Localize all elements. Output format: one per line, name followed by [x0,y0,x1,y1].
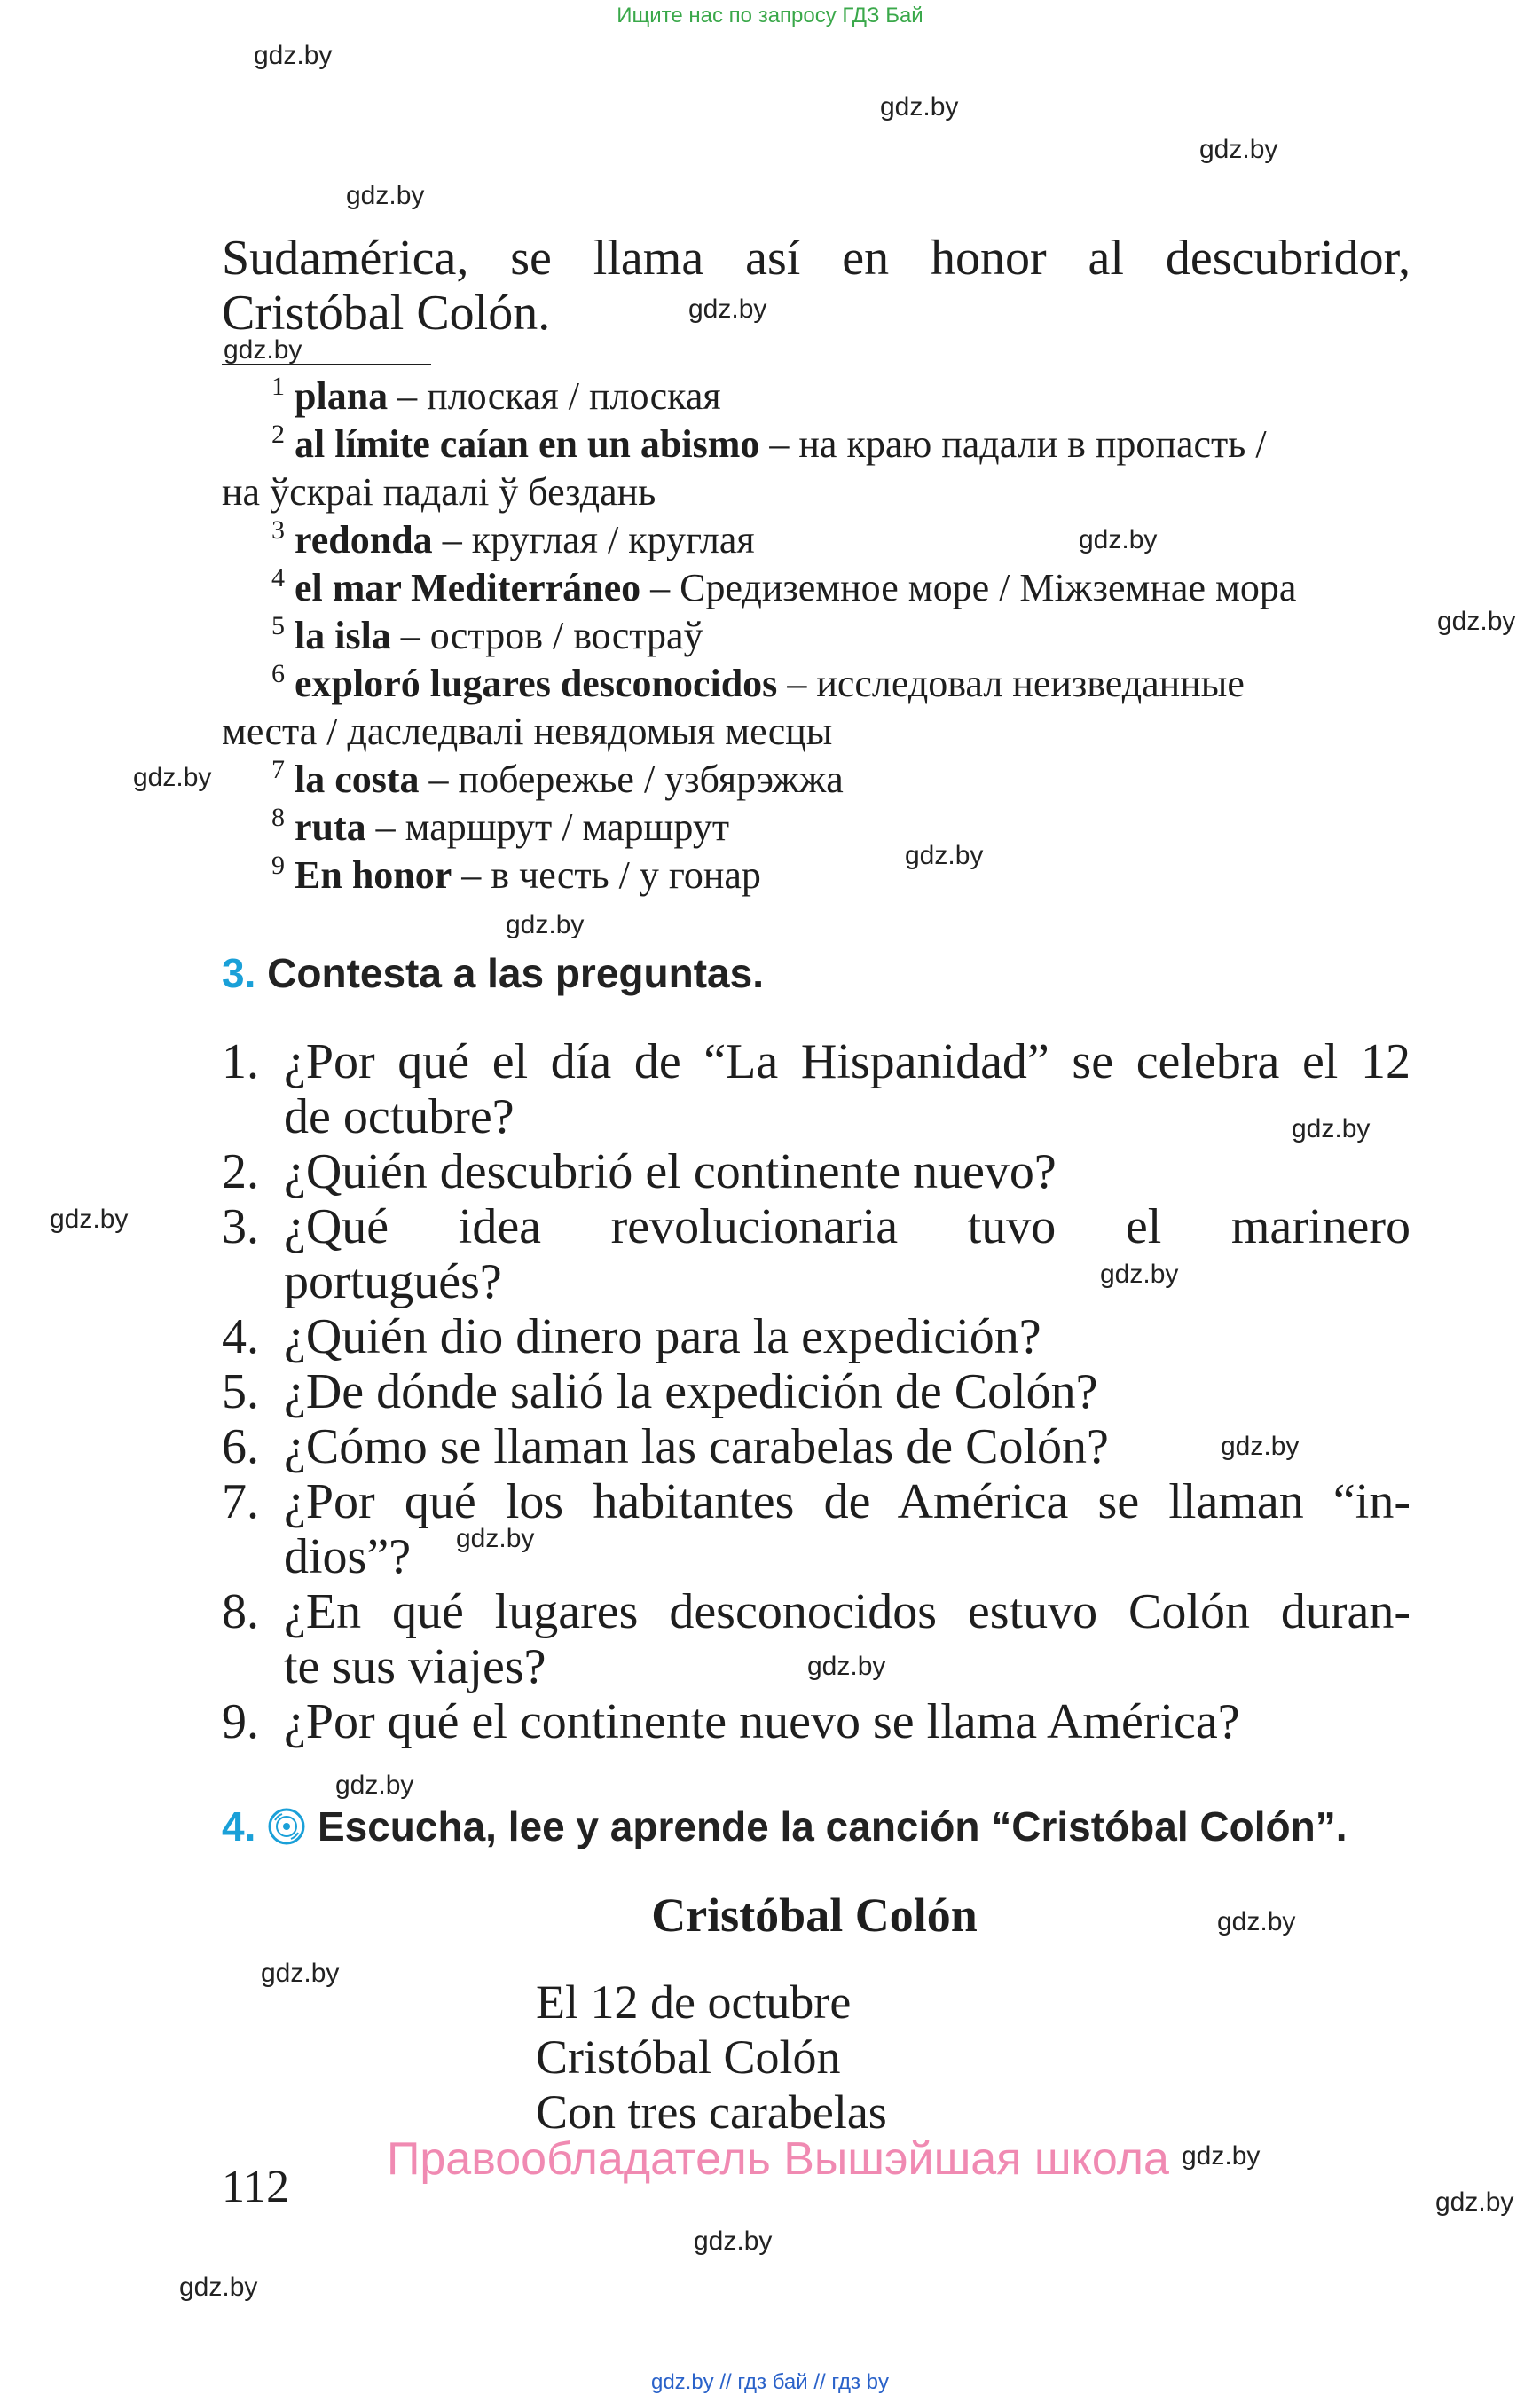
cd-audio-icon[interactable] [267,1807,306,1846]
question-7: 7. ¿Por qué los habitantes de América se llaman “in- dios”? [222,1474,1410,1584]
footnote-3: $^3$ redonda – круглая / круглая [271,515,755,561]
footnote-2-continuation: на ўскраі падалі ў бездань [222,470,656,514]
watermark: gdz.by [1182,2141,1261,2171]
watermark: gdz.by [807,1652,886,1681]
intro-line-2: Cristóbal Colón. [222,286,551,341]
footnote-9: $^9$ En honor – в честь / у гонар [271,851,761,897]
footnote-1: $^1$ plana – плоская / плоская [271,372,721,418]
footnote-5: $^5$ la isla – остров / востраў [271,611,703,657]
watermark: gdz.by [261,1959,340,1988]
question-2: 2. ¿Quién descubrió el continente nuevo? [222,1144,1057,1199]
question-3: 3. ¿Qué idea revolucionaria tuvo el marinero portugués? [222,1199,1410,1309]
task-4-title: Escucha, lee y aprende la canción “Cristóbal Colón”. [317,1803,1348,1849]
watermark: gdz.by [50,1205,129,1234]
footnote-6: $^6$ exploró lugares desconocidos – исследовал неизведанные [271,659,1245,705]
copyright-owner: Правообладатель Вышэйшая школа [387,2133,1169,2185]
watermark: gdz.by [1079,525,1158,554]
watermark: gdz.by [1217,1907,1296,1936]
watermark: gdz.by [880,92,959,122]
task-3-number: 3. [222,950,256,996]
bottom-links-bar[interactable]: gdz.by // гдз бай // гдз by [650,2370,890,2394]
watermark: gdz.by [905,841,984,870]
watermark: gdz.by [506,910,585,939]
question-9: 9. ¿Por qué el continente nuevo se llama América? [222,1694,1240,1749]
footnote-7: $^7$ la costa – побережье / узбярэжжа [271,755,844,801]
task-4-heading [222,1802,1348,1850]
song-line-2: Cristóbal Colón [536,2030,841,2084]
watermark: gdz.by [224,335,302,365]
watermark: gdz.by [1435,2187,1514,2217]
watermark: gdz.by [335,1771,414,1800]
watermark: gdz.by [133,763,212,792]
footnote-6-continuation: места / даследвалі невядомыя месцы [222,710,833,753]
question-1: 1. ¿Por qué el día de “La Hispanidad” se celebra el 12 de octubre? [222,1034,1410,1144]
watermark: gdz.by [254,41,333,70]
song-title: Cristóbal Colón [651,1889,978,1942]
footnote-8: $^8$ ruta – маршрут / маршрут [271,803,730,849]
song-line-1: El 12 de octubre [536,1975,852,2029]
watermark: gdz.by [1221,1432,1300,1461]
top-banner: Ищите нас по запросу ГДЗ Бай [617,4,923,27]
question-6: 6. ¿Cómo se llaman las carabelas de Colón? [222,1419,1109,1474]
watermark: gdz.by [694,2226,773,2256]
song-line-3: Con tres carabelas [536,2085,887,2139]
watermark: gdz.by [456,1524,535,1553]
task-4-number: 4. [222,1803,256,1849]
watermark: gdz.by [179,2273,258,2302]
intro-line-1: Sudamérica, se llama así en honor al descubridor, [222,231,1410,286]
question-8: 8. ¿En qué lugares desconocidos estuvo Colón duran- te sus viajes? [222,1584,1410,1694]
task-3-heading [222,949,764,997]
watermark: gdz.by [1437,607,1516,636]
question-4: 4. ¿Quién dio dinero para la expedición? [222,1309,1041,1364]
watermark: gdz.by [346,181,425,210]
footnote-4: $^4$ el mar Mediterráneo – Средиземное море / Міжземнае мора [271,563,1297,609]
question-5: 5. ¿De dónde salió la expedición de Colón? [222,1364,1098,1419]
watermark: gdz.by [1292,1114,1371,1143]
song-lines [536,1975,887,2140]
watermark: gdz.by [1100,1260,1179,1289]
watermark: gdz.by [688,294,767,324]
watermark: gdz.by [1199,135,1278,164]
page-number: 112 [222,2162,290,2212]
task-3-title: Contesta a las preguntas. [267,950,764,996]
footnote-2: $^2$ al límite caían en un abismo – на краю падали в пропасть / [271,420,1267,466]
